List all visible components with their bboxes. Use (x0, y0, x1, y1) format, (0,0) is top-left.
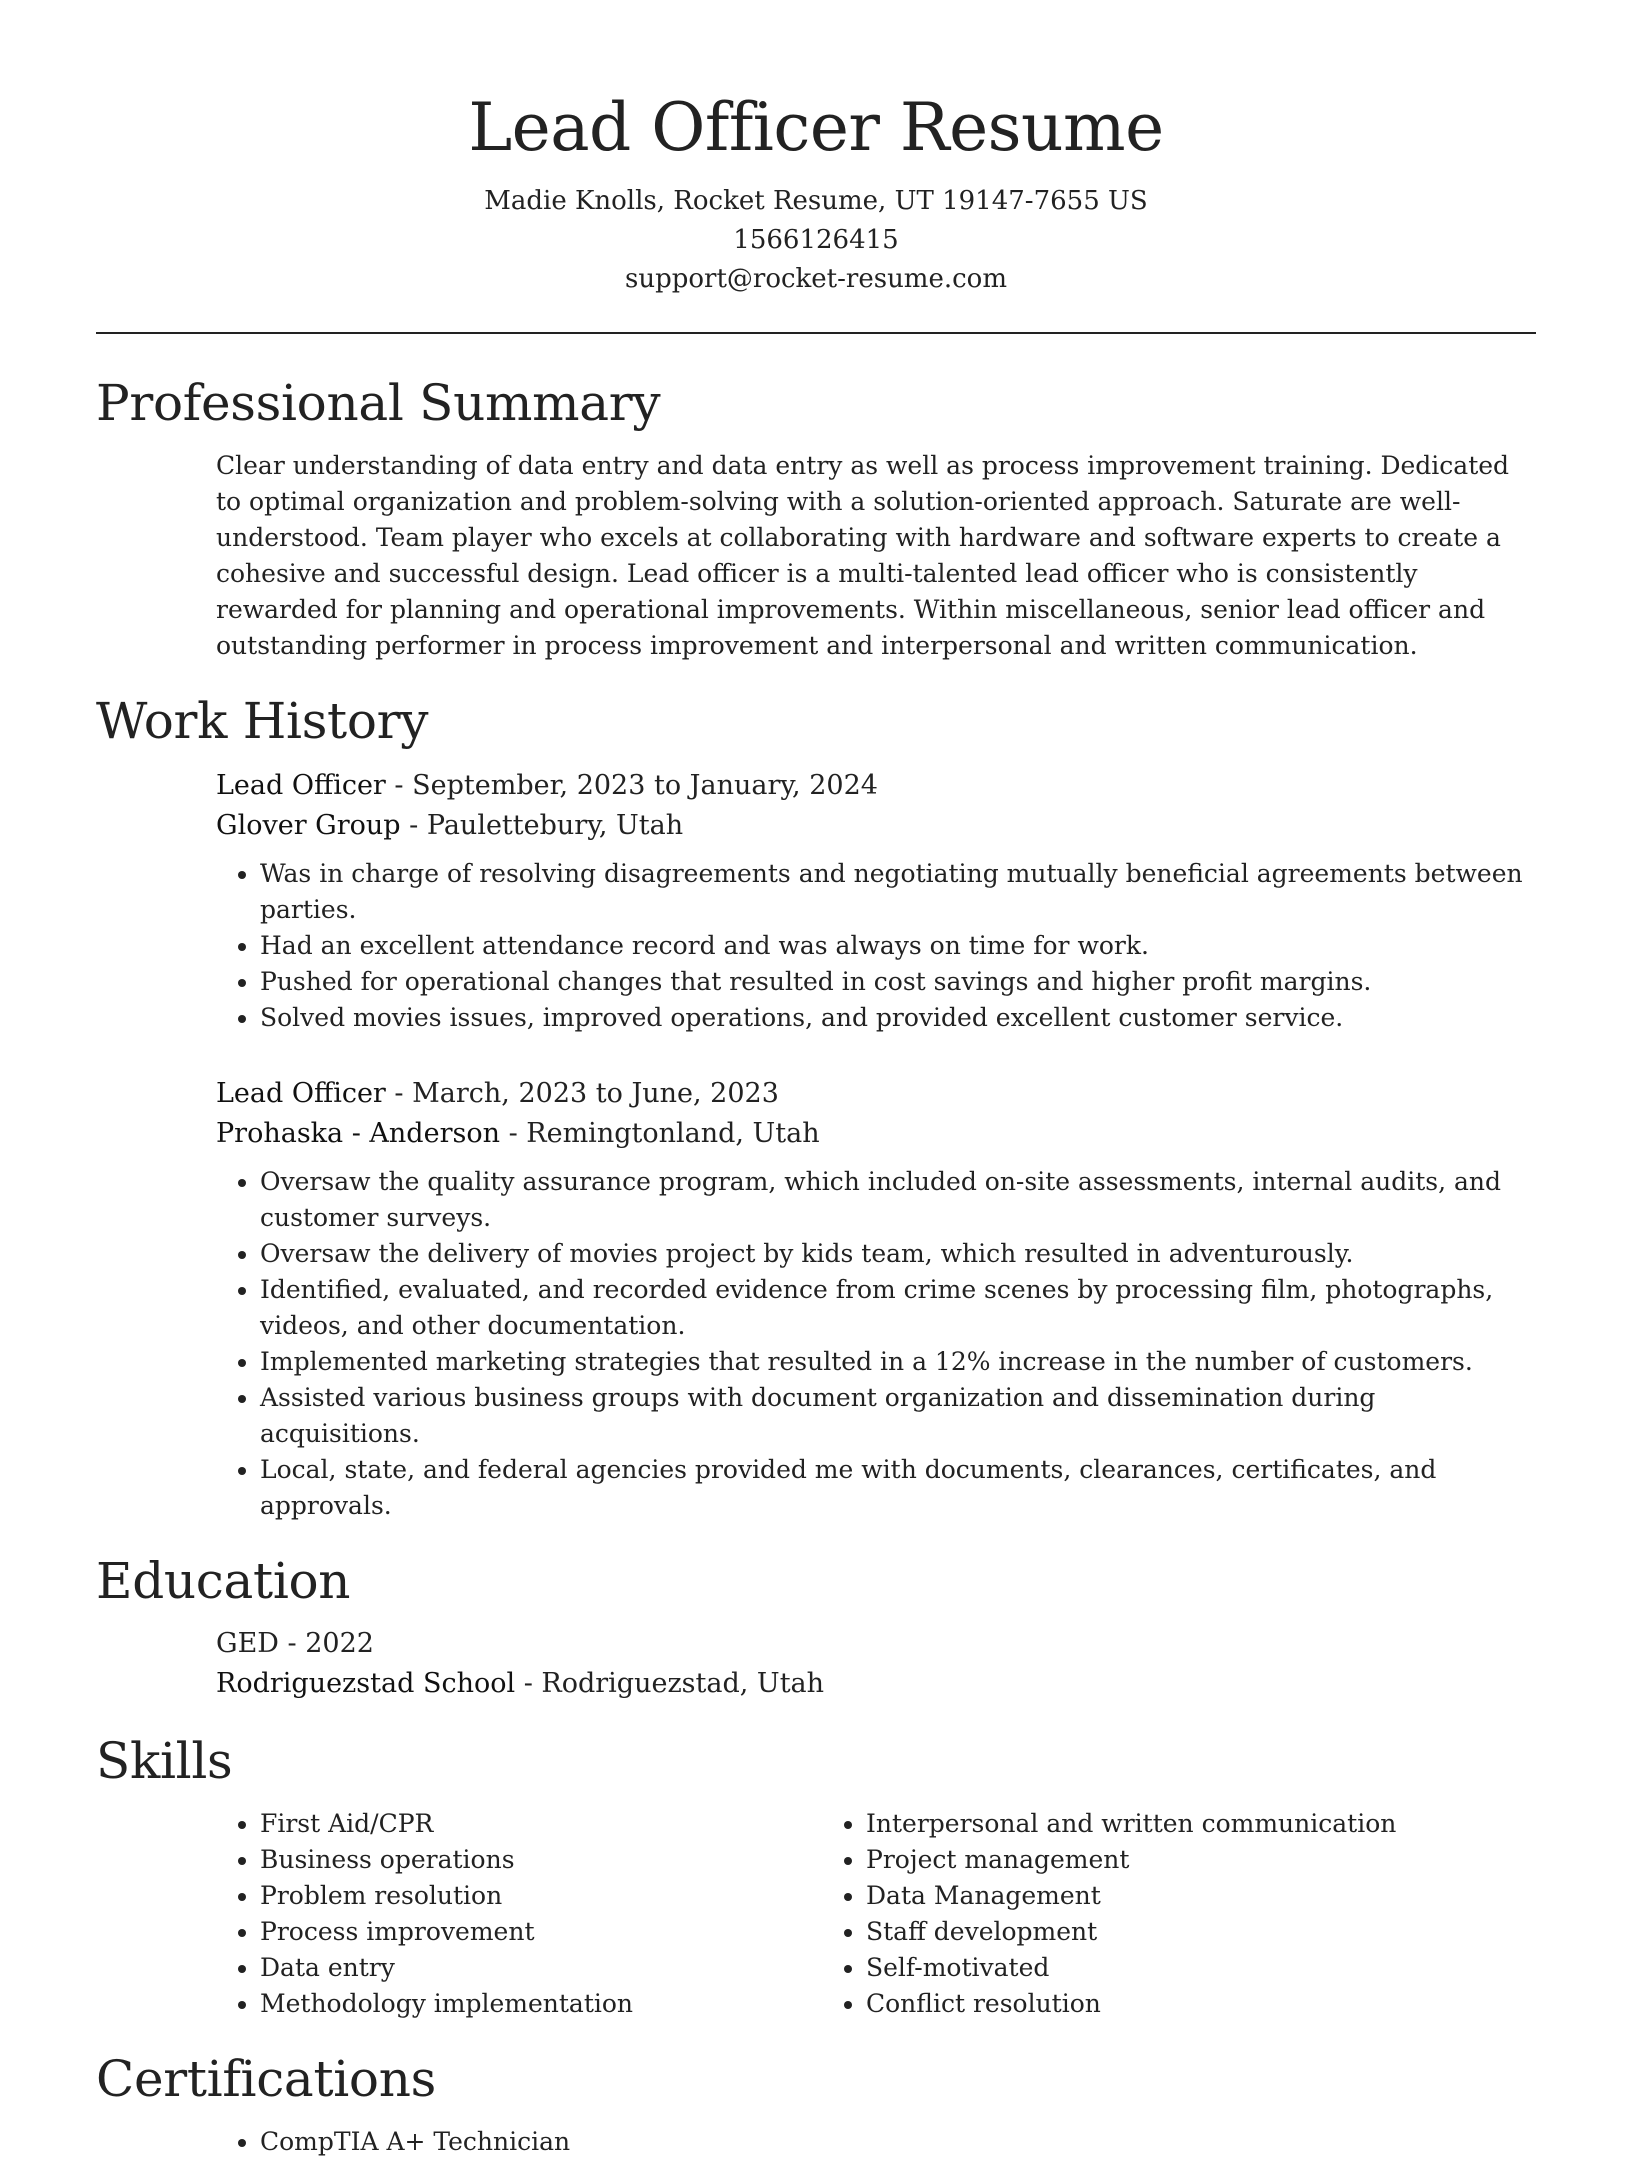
work-history-heading: Work History (96, 692, 429, 750)
job-bullet: • Was in charge of resolving disagreements and negotiating mutually beneficial agreements between parties. (260, 856, 1536, 928)
employer-name: Prohaska - Anderson (216, 1118, 500, 1149)
job-title-line (216, 766, 1536, 806)
summary-text: Clear understanding of data entry and data entry as well as process improvement training. Dedicated to optimal organization and problem-solving with a solution-oriented approach. Saturate are well-understood. Team player who excels at collaborating with hardware and software experts to create a cohesive and successful design. Lead officer is a multi-talented lead officer who is consistently rewarded for planning and operational improvements. Within miscellaneous, senior lead officer and outstanding performer in process improvement and interpersonal and written communication. (216, 451, 1510, 660)
education-entry (216, 1624, 1536, 1704)
skills-column-left (216, 1806, 822, 2022)
header-divider (96, 332, 1536, 334)
employer-line (216, 806, 1536, 846)
employer-location: - Paulettebury, Utah (400, 810, 684, 841)
job-bullet: • Had an excellent attendance record and was always on time for work. (260, 928, 1536, 964)
job-bullets (216, 1164, 1536, 1524)
summary-section (96, 368, 1536, 664)
school-location: - Rodriguezstad, Utah (515, 1668, 825, 1699)
job-bullet: • Oversaw the quality assurance program, which included on-site assessments, internal audits, and customer surveys. (260, 1164, 1536, 1236)
skill-item: • Conflict resolution (866, 1986, 1428, 2022)
skill-item: • Methodology implementation (260, 1986, 822, 2022)
job-bullet: • Pushed for operational changes that resulted in cost savings and higher profit margins. (260, 964, 1536, 1000)
summary-heading: Professional Summary (96, 374, 661, 432)
contact-block (96, 182, 1536, 299)
education-heading: Education (96, 1552, 351, 1610)
skill-item: • Self-motivated (866, 1950, 1428, 1986)
education-section (96, 1546, 1536, 1704)
skill-item: • Staff development (866, 1914, 1428, 1950)
job-bullet: • Local, state, and federal agencies provided me with documents, clearances, certificates, and approvals. (260, 1452, 1536, 1524)
job-bullet: • Assisted various business groups with document organization and dissemination during acquisitions. (260, 1380, 1536, 1452)
skills-grid (216, 1806, 1536, 2022)
job-bullet: • Solved movies issues, improved operations, and provided excellent customer service. (260, 1000, 1536, 1036)
skill-item: • Process improvement (260, 1914, 822, 1950)
skill-item: • Project management (866, 1842, 1428, 1878)
degree-year: - 2022 (278, 1628, 374, 1659)
job-dates: - March, 2023 to June, 2023 (385, 1078, 779, 1109)
employer-line (216, 1114, 1536, 1154)
certifications-list-wrap (216, 2124, 1536, 2160)
skills-heading: Skills (96, 1732, 233, 1790)
employer-name: Glover Group (216, 810, 401, 841)
skill-item: • Problem resolution (260, 1878, 822, 1914)
school-line (216, 1664, 1536, 1704)
certification-item: • CompTIA A+ Technician (260, 2124, 1536, 2160)
contact-email: support@rocket-resume.com (624, 264, 1007, 294)
job-bullet: • Implemented marketing strategies that resulted in a 12% increase in the number of customers. (260, 1344, 1536, 1380)
job-entry (216, 1074, 1536, 1524)
job-title: Lead Officer (216, 770, 386, 801)
job-bullets (216, 856, 1536, 1036)
work-history-section (96, 686, 1536, 1524)
certifications-list (216, 2124, 1536, 2160)
contact-phone: 1566126415 (733, 225, 899, 255)
contact-address: Madie Knolls, Rocket Resume, UT 19147-7655 US (484, 186, 1148, 216)
school-name: Rodriguezstad School (216, 1668, 516, 1699)
degree-name: GED (216, 1628, 279, 1659)
skills-column-right (822, 1806, 1428, 2022)
resume-page (96, 0, 1536, 2160)
certifications-section (96, 2044, 1536, 2160)
job-bullet: • Oversaw the delivery of movies project by kids team, which resulted in adventurously. (260, 1236, 1536, 1272)
skills-section (96, 1726, 1536, 2022)
skill-item: • Data entry (260, 1950, 822, 1986)
resume-title: Lead Officer Resume (468, 89, 1164, 166)
skill-item: • Data Management (866, 1878, 1428, 1914)
certifications-heading: Certifications (96, 2050, 436, 2108)
job-entry (216, 766, 1536, 1036)
job-bullet: • Identified, evaluated, and recorded evidence from crime scenes by processing film, photographs, videos, and other documentation. (260, 1272, 1536, 1344)
job-title: Lead Officer (216, 1078, 386, 1109)
degree-line (216, 1624, 1536, 1664)
skill-item: • First Aid/CPR (260, 1806, 822, 1842)
employer-location: - Remingtonland, Utah (499, 1118, 820, 1149)
job-dates: - September, 2023 to January, 2024 (385, 770, 878, 801)
skill-item: • Interpersonal and written communication (866, 1806, 1428, 1842)
job-title-line (216, 1074, 1536, 1114)
skill-item: • Business operations (260, 1842, 822, 1878)
